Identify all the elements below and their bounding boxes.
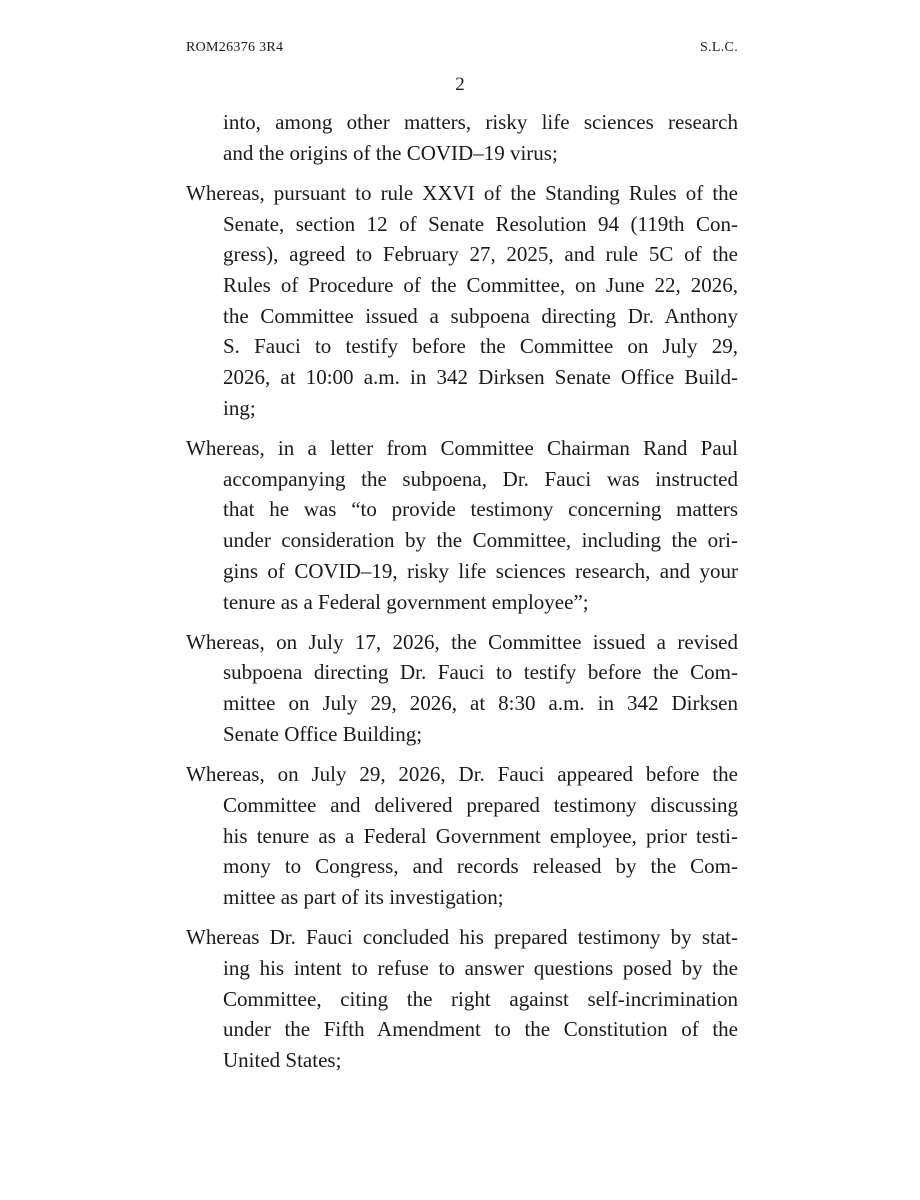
text-line: Whereas, on July 29, 2026, Dr. Fauci appeared before the (186, 762, 738, 787)
text-line: Senate Office Building; (223, 721, 423, 746)
paragraph-continuation (186, 107, 738, 168)
text-line: Committee, citing the right against self-incrimination (223, 986, 738, 1011)
text-line: his tenure as a Federal Government employee, prior testi- (223, 823, 738, 848)
text-line: Whereas, pursuant to rule XXVI of the Standing Rules of the (186, 180, 738, 205)
text-line: under the Fifth Amendment to the Constitution of the (223, 1017, 738, 1042)
text-line: accompanying the subpoena, Dr. Fauci was instructed (223, 466, 738, 491)
text-line: S. Fauci to testify before the Committee on July 29, (223, 334, 738, 359)
text-line: the Committee issued a subpoena directing Dr. Anthony (223, 303, 738, 328)
text-line: under consideration by the Committee, including the ori- (223, 528, 738, 553)
text-line: Whereas, in a letter from Committee Chairman Rand Paul (186, 436, 738, 461)
text-line: that he was “to provide testimony concerning matters (223, 497, 738, 522)
text-line: and the origins of the COVID–19 virus; (223, 140, 558, 165)
text-line: mittee on July 29, 2026, at 8:30 a.m. in 342 Dirksen (223, 691, 738, 716)
whereas-clause (186, 922, 738, 1075)
text-line: United States; (223, 1047, 342, 1072)
whereas-clause (186, 433, 738, 617)
text-line: ing; (223, 395, 256, 420)
text-line: subpoena directing Dr. Fauci to testify before the Com- (223, 660, 738, 685)
text-line: ing his intent to refuse to answer questions posed by the (223, 955, 738, 980)
page-number: 2 (455, 74, 465, 95)
text-line: Committee and delivered prepared testimony discussing (223, 792, 738, 817)
text-line: Whereas, on July 17, 2026, the Committee issued a revised (186, 629, 738, 654)
office-code: S.L.C. (700, 40, 738, 55)
resolution-body (186, 107, 738, 1076)
whereas-clause (186, 178, 738, 424)
text-line: gress), agreed to February 27, 2025, and rule 5C of the (223, 242, 738, 267)
text-line: Senate, section 12 of Senate Resolution 94 (119th Con- (223, 211, 738, 236)
whereas-clause (186, 759, 738, 912)
document-id: ROM26376 3R4 (186, 40, 284, 55)
text-line: gins of COVID–19, risky life sciences research, and your (223, 558, 738, 583)
text-line: Rules of Procedure of the Committee, on June 22, 2026, (223, 273, 738, 298)
text-line: tenure as a Federal government employee”; (223, 589, 589, 614)
text-line: 2026, at 10:00 a.m. in 342 Dirksen Senate Office Build- (223, 365, 738, 390)
whereas-clause (186, 627, 738, 750)
text-line: mittee as part of its investigation; (223, 884, 504, 909)
text-line: Whereas Dr. Fauci concluded his prepared testimony by stat- (186, 925, 738, 950)
text-line: mony to Congress, and records released by the Com- (223, 854, 738, 879)
text-line: into, among other matters, risky life sciences research (223, 110, 738, 134)
